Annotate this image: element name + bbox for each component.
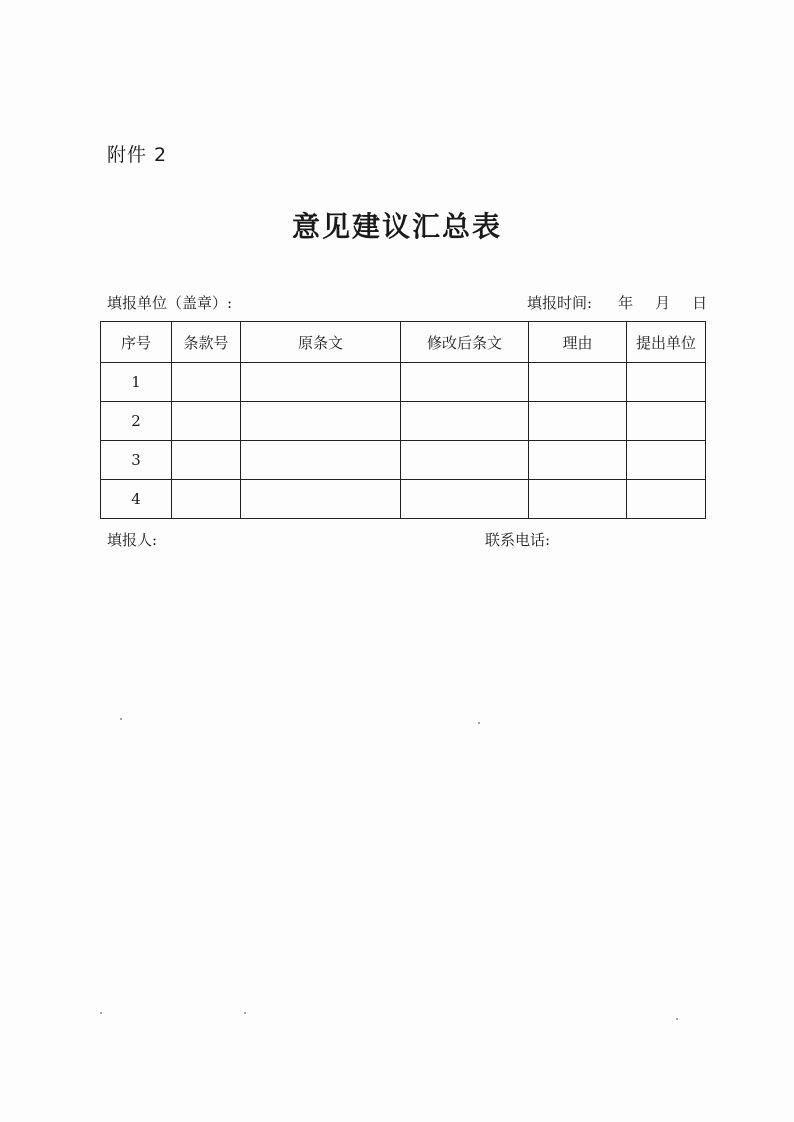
- header-serial-number: 序号: [101, 322, 172, 363]
- filler-label: 填报人:: [107, 531, 158, 549]
- header-reason: 理由: [529, 322, 627, 363]
- document-title: 意见建议汇总表: [291, 210, 502, 243]
- table-row: [101, 480, 706, 519]
- cell-reason[interactable]: [529, 402, 627, 441]
- cell-reason[interactable]: [529, 441, 627, 480]
- table-row: [101, 363, 706, 402]
- cell-original-text[interactable]: [241, 402, 401, 441]
- day-label: 日: [692, 294, 708, 312]
- cell-clause-number[interactable]: [172, 441, 241, 480]
- cell-original-text[interactable]: [241, 363, 401, 402]
- reporting-unit-label: 填报单位（盖章）:: [107, 294, 233, 312]
- cell-serial-number: 3: [101, 441, 172, 480]
- attachment-label: 附件 2: [107, 144, 168, 166]
- cell-serial-number: 1: [101, 363, 172, 402]
- header-submitting-unit: 提出单位: [627, 322, 706, 363]
- header-original-text: 原条文: [241, 322, 401, 363]
- cell-clause-number[interactable]: [172, 363, 241, 402]
- cell-revised-text[interactable]: [401, 402, 529, 441]
- cell-serial-number: 4: [101, 480, 172, 519]
- cell-revised-text[interactable]: [401, 363, 529, 402]
- cell-clause-number[interactable]: [172, 402, 241, 441]
- scan-speck: [100, 1012, 102, 1014]
- cell-original-text[interactable]: [241, 480, 401, 519]
- cell-reason[interactable]: [529, 363, 627, 402]
- cell-submitting-unit[interactable]: [627, 402, 706, 441]
- cell-submitting-unit[interactable]: [627, 363, 706, 402]
- cell-submitting-unit[interactable]: [627, 480, 706, 519]
- reporting-time: [527, 292, 707, 313]
- suggestion-summary-table: [100, 321, 706, 519]
- month-label: 月: [655, 294, 671, 312]
- scan-speck: [120, 718, 122, 720]
- contact-phone-label: 联系电话:: [485, 531, 551, 549]
- cell-revised-text[interactable]: [401, 441, 529, 480]
- header-clause-number: 条款号: [172, 322, 241, 363]
- cell-serial-number: 2: [101, 402, 172, 441]
- table-header-row: [101, 322, 706, 363]
- cell-revised-text[interactable]: [401, 480, 529, 519]
- reporting-time-label: 填报时间:: [527, 294, 593, 312]
- cell-reason[interactable]: [529, 480, 627, 519]
- scan-speck: [478, 722, 480, 724]
- year-label: 年: [618, 294, 634, 312]
- table-row: [101, 441, 706, 480]
- cell-clause-number[interactable]: [172, 480, 241, 519]
- cell-submitting-unit[interactable]: [627, 441, 706, 480]
- cell-original-text[interactable]: [241, 441, 401, 480]
- scan-speck: [676, 1018, 678, 1020]
- header-revised-text: 修改后条文: [401, 322, 529, 363]
- table-row: [101, 402, 706, 441]
- scan-speck: [244, 1012, 246, 1014]
